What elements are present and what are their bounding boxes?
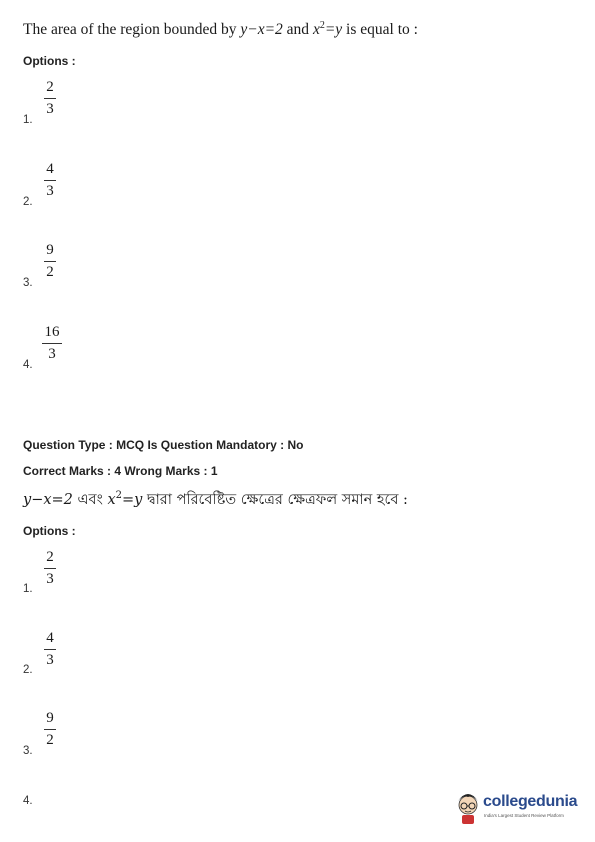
options-label: Options : bbox=[23, 54, 76, 68]
logo-text: collegedunia bbox=[483, 793, 578, 810]
option-number: 4. bbox=[23, 359, 33, 371]
question-text-bengali: y−x=2 এবং $x^2=y$ দ্বারা পরিবেষ্টিত ক্ষেত্রের ক্ষেত্রফল সমান হবে : bbox=[23, 490, 408, 508]
option-number: 3. bbox=[23, 745, 33, 757]
option-number: 4. bbox=[23, 795, 33, 807]
option-fraction[interactable]: 2 3 bbox=[44, 80, 56, 117]
mascot-icon bbox=[453, 789, 483, 825]
question-type-line: Question Type : MCQ Is Question Mandatory : No bbox=[23, 438, 304, 452]
option-fraction[interactable]: 2 3 bbox=[44, 550, 56, 587]
option-fraction[interactable]: 16 3 bbox=[42, 325, 62, 362]
option-fraction[interactable]: 4 3 bbox=[44, 162, 56, 199]
option-number: 1. bbox=[23, 583, 33, 595]
collegedunia-logo bbox=[453, 787, 583, 827]
marks-line: Correct Marks : 4 Wrong Marks : 1 bbox=[23, 464, 218, 478]
option-number: 1. bbox=[23, 114, 33, 126]
option-number: 2. bbox=[23, 664, 33, 676]
option-fraction[interactable]: 4 3 bbox=[44, 631, 56, 668]
option-number: 3. bbox=[23, 277, 33, 289]
option-fraction[interactable]: 9 2 bbox=[44, 711, 56, 748]
options-label-2: Options : bbox=[23, 524, 76, 538]
option-number: 2. bbox=[23, 196, 33, 208]
logo-tagline: India's Largest Student Review Platform bbox=[484, 813, 564, 818]
question-text-english: The area of the region bounded by y−x=2 and $x^2=y$ is equal to : bbox=[23, 20, 418, 39]
option-fraction[interactable]: 9 2 bbox=[44, 243, 56, 280]
